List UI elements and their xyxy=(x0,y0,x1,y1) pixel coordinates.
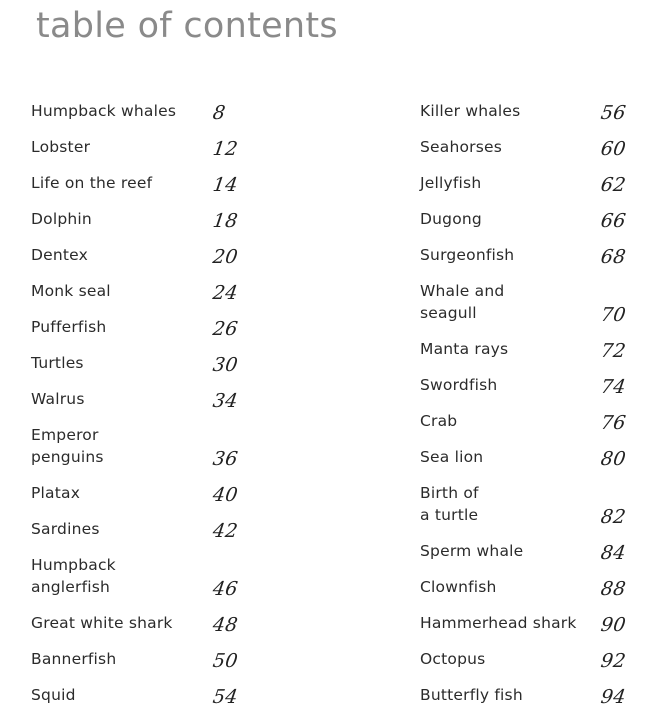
toc-entry xyxy=(420,641,630,677)
toc-entry-title: Pufferfish xyxy=(31,318,107,336)
toc-entry-page-number: 40 xyxy=(211,484,240,506)
toc-entry-title: Squid xyxy=(31,686,76,704)
toc-entry-title: Lobster xyxy=(31,138,91,156)
left-toc-column xyxy=(31,93,246,713)
toc-entry-page-number: 50 xyxy=(211,650,240,672)
right-toc-column xyxy=(420,93,630,713)
toc-entry-title: Platax xyxy=(31,484,81,502)
toc-entry-page-number: 60 xyxy=(599,138,628,160)
toc-entry-title: Butterfly fish xyxy=(420,686,523,704)
toc-entry-title: Humpback anglerfish xyxy=(31,556,116,596)
toc-entry-page-number: 82 xyxy=(599,506,628,528)
toc-entry xyxy=(420,201,630,237)
toc-entry-title: Great white shark xyxy=(31,614,173,632)
toc-entry xyxy=(31,237,246,273)
toc-entry xyxy=(31,201,246,237)
toc-entry-page-number: 56 xyxy=(599,102,628,124)
toc-entry-page-number: 88 xyxy=(599,578,628,600)
toc-entry-title: Emperor penguins xyxy=(31,426,104,466)
toc-entry-page-number: 62 xyxy=(599,174,628,196)
toc-entry-title: Dolphin xyxy=(31,210,92,228)
toc-entry xyxy=(420,331,630,367)
toc-entry xyxy=(420,677,630,713)
toc-entry-title: Surgeonfish xyxy=(420,246,515,264)
toc-entry-page-number: 54 xyxy=(211,686,240,708)
toc-entry xyxy=(31,129,246,165)
toc-entry xyxy=(31,345,246,381)
toc-entry-page-number: 20 xyxy=(211,246,240,268)
toc-entry xyxy=(420,403,630,439)
toc-entry xyxy=(31,605,246,641)
toc-entry xyxy=(420,129,630,165)
toc-entry xyxy=(31,93,246,129)
toc-entry xyxy=(420,475,630,533)
toc-entry xyxy=(31,309,246,345)
toc-entry-title: Sardines xyxy=(31,520,100,538)
toc-entry xyxy=(420,439,630,475)
toc-entry xyxy=(420,93,630,129)
toc-entry-title: Life on the reef xyxy=(31,174,153,192)
toc-entry-title: Swordfish xyxy=(420,376,498,394)
toc-entry-title: Dugong xyxy=(420,210,482,228)
toc-entry xyxy=(420,605,630,641)
toc-entry-page-number: 94 xyxy=(599,686,628,708)
toc-entry-page-number: 84 xyxy=(599,542,628,564)
toc-entry-page-number: 18 xyxy=(211,210,240,232)
toc-entry-page-number: 74 xyxy=(599,376,628,398)
toc-entry-title: Octopus xyxy=(420,650,486,668)
toc-entry-page-number: 12 xyxy=(211,138,240,160)
toc-entry-page-number: 24 xyxy=(211,282,240,304)
toc-entry-title: Clownfish xyxy=(420,578,497,596)
toc-entry xyxy=(420,237,630,273)
toc-entry-page-number: 26 xyxy=(211,318,240,340)
toc-entry-page-number: 76 xyxy=(599,412,628,434)
toc-entry-page-number: 8 xyxy=(211,102,227,124)
toc-entry xyxy=(31,417,246,475)
toc-entry xyxy=(31,547,246,605)
toc-entry-page-number: 70 xyxy=(599,304,628,326)
toc-entry-page-number: 80 xyxy=(599,448,628,470)
toc-entry xyxy=(31,381,246,417)
page-title: table of contents xyxy=(36,6,338,46)
toc-entry-page-number: 14 xyxy=(211,174,240,196)
toc-entry-page-number: 30 xyxy=(211,354,240,376)
toc-entry-title: Dentex xyxy=(31,246,89,264)
toc-entry-page-number: 42 xyxy=(211,520,240,542)
toc-entry-title: Sperm whale xyxy=(420,542,524,560)
toc-entry-title: Hammerhead shark xyxy=(420,614,577,632)
toc-entry-page-number: 92 xyxy=(599,650,628,672)
toc-entry-title: Monk seal xyxy=(31,282,111,300)
toc-entry xyxy=(31,641,246,677)
toc-entry xyxy=(420,569,630,605)
toc-entry-title: Killer whales xyxy=(420,102,521,120)
toc-entry-page-number: 66 xyxy=(599,210,628,232)
toc-entry xyxy=(31,165,246,201)
toc-entry-title: Seahorses xyxy=(420,138,503,156)
toc-entry-title: Turtles xyxy=(31,354,84,372)
toc-entry-title: Sea lion xyxy=(420,448,484,466)
toc-entry-page-number: 34 xyxy=(211,390,240,412)
toc-entry-page-number: 48 xyxy=(211,614,240,636)
toc-entry-title: Humpback whales xyxy=(31,102,177,120)
toc-entry-page-number: 90 xyxy=(599,614,628,636)
toc-entry-title: Crab xyxy=(420,412,458,430)
toc-entry-page-number: 46 xyxy=(211,578,240,600)
toc-entry xyxy=(420,367,630,403)
toc-entry-title: Whale and seagull xyxy=(420,282,505,322)
toc-entry xyxy=(31,677,246,713)
toc-entry xyxy=(31,475,246,511)
toc-entry xyxy=(31,273,246,309)
toc-entry-title: Birth of a turtle xyxy=(420,484,479,524)
toc-entry-page-number: 72 xyxy=(599,340,628,362)
toc-entry xyxy=(420,273,630,331)
toc-entry-title: Bannerfish xyxy=(31,650,117,668)
toc-entry xyxy=(420,533,630,569)
toc-entry-page-number: 68 xyxy=(599,246,628,268)
toc-entry-title: Manta rays xyxy=(420,340,509,358)
toc-entry xyxy=(420,165,630,201)
toc-entry-page-number: 36 xyxy=(211,448,240,470)
toc-entry-title: Walrus xyxy=(31,390,85,408)
toc-entry-title: Jellyfish xyxy=(420,174,482,192)
toc-entry xyxy=(31,511,246,547)
